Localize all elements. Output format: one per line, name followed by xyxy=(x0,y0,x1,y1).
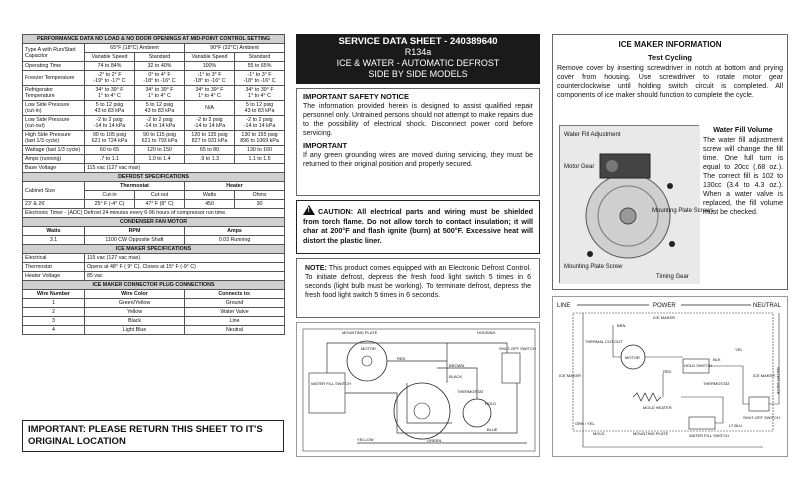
cabinet-size-label: Cabinet Size xyxy=(23,182,85,200)
plug-row xyxy=(23,308,285,317)
gear-hub xyxy=(414,403,430,419)
row-label: Wattage (last 1/3 cycle) xyxy=(23,146,85,155)
base-voltage-value: 115 vac (127 vac max) xyxy=(85,164,285,173)
label-water-fill: Water Fill Adjustment xyxy=(564,132,621,138)
grn-yel-label: GRN / YEL xyxy=(575,421,595,426)
row-value: -1° to 3° F -18° to -16° C xyxy=(235,71,285,86)
defrost-cell: 30 xyxy=(235,200,285,209)
row-value: .9 to 1.3 xyxy=(185,155,235,164)
power-label: POWER xyxy=(653,303,676,309)
defrost-cell: 23' & 26' xyxy=(23,200,85,209)
service-title: SERVICE DATA SHEET - 240389640 xyxy=(338,36,498,47)
row-value: 120 to 150 xyxy=(135,146,185,155)
motor-shaft xyxy=(362,356,372,366)
screw-shape xyxy=(669,241,675,247)
mounting-plate-label: MOUNTING PLATE xyxy=(633,431,669,436)
wire-label-yellow: YELLOW xyxy=(357,437,374,442)
row-value: 130 to 160 xyxy=(235,146,285,155)
neutral-label: NEUTRAL xyxy=(753,303,782,309)
wire-label-green: GREEN xyxy=(427,438,442,443)
wfv-text: The water fill adjustment screw will change the fill time. One full turn is equal to 20cc (.68 oz.). The correct fill is 102 to 130cc (3.4 to 4.3 oz.). When a water valve is replaced, the fill volume must be checked. xyxy=(703,137,783,216)
warning-icon: ! xyxy=(303,205,315,215)
performance-title: PERFORMANCE DATA NO LOAD & NO DOOR OPENINGS AT MID-POINT CONTROL SETTING xyxy=(23,35,285,44)
housing-label: HOUSING xyxy=(477,330,496,335)
plug-cell: 2 xyxy=(23,308,85,317)
row-value: 0° to 4° F -18° to -16° C xyxy=(135,71,185,86)
defrost-cell: 25° F (-4° C) xyxy=(85,200,135,209)
thermostat-label: THERMOSTAT xyxy=(703,381,730,386)
plug-cell: Black xyxy=(85,317,185,326)
mounting-plate-label: MOUNTING PLATE xyxy=(342,330,378,335)
plug-cell: Green/Yellow xyxy=(85,299,185,308)
performance-row xyxy=(23,131,285,146)
spec-value: Opens at 48° F ( 9° C), Closes at 15° F (-9° C) xyxy=(85,263,285,272)
motor-label: MOTOR xyxy=(361,346,376,351)
performance-table xyxy=(22,34,285,335)
ohms-header: Ohms xyxy=(235,191,285,200)
plug-cell: Neutral xyxy=(185,326,285,335)
motor-gear-shape xyxy=(606,160,618,172)
row-value: 74 to 84% xyxy=(85,62,135,71)
red-label: RED xyxy=(663,369,672,374)
mold-heater-label: MOLD HEATER xyxy=(643,405,672,410)
plug-cell: Water Valve xyxy=(185,308,285,317)
test-cycling-text: Remove cover by inserting screwdriver in notch at bottom and prying cover from housing. Use screwdriver to rotate motor gear counterclockwise until holding switch circuit is completed. All components of ice maker should function to complete the cycle. xyxy=(557,65,783,99)
safety-title: IMPORTANT SAFETY NOTICE xyxy=(303,92,409,101)
row-value: 55 to 65% xyxy=(235,62,285,71)
row-value: 1.0 to 1.4 xyxy=(135,155,185,164)
label-mounting-plate-screws: Mounting Plate Screws xyxy=(652,208,714,214)
important-title: IMPORTANT xyxy=(303,141,348,150)
note-text: This product comes equipped with an Electronic Defrost Control. To initiate defrost, depress the fresh food light switch 5 times in 6 seconds (light bulb must be working). To terminate defrost, depress the fresh food light switch 5 times in 6 seconds. xyxy=(305,265,531,299)
row-value: 34° to 39° F 1° to 4° C xyxy=(235,86,285,101)
row-value: -1° to 3° F -18° to -16° C xyxy=(185,71,235,86)
type-label: Type A with Run/Start Capacitor xyxy=(23,44,85,62)
defrost-title: DEFROST SPECIFICATIONS xyxy=(23,173,285,182)
row-value: 5 to 12 psig 43 to 83 kPa xyxy=(85,101,135,116)
condenser-header: Watts xyxy=(23,227,85,236)
shutoff-switch-box xyxy=(502,353,520,383)
ice-maker-info-panel xyxy=(552,34,788,290)
thermostat-header: Thermostat xyxy=(85,182,185,191)
row-label: High Side Pressure (last 1/3 cycle) xyxy=(23,131,85,146)
thermal-cutout-label: THERMAL CUT-OUT xyxy=(585,339,623,344)
ice-maker-side-label: ICE MAKER xyxy=(559,373,582,378)
test-cycling-title: Test Cycling xyxy=(647,53,693,62)
ice-maker-side-label-2: ICE MAKER xyxy=(753,373,776,378)
ice-info-title: ICE MAKER INFORMATION xyxy=(618,40,722,49)
plug-cell: 1 xyxy=(23,299,85,308)
screw-shape xyxy=(587,251,593,257)
sub-header: Standard xyxy=(235,53,285,62)
heater-header: Heater xyxy=(185,182,285,191)
wire-label-black: BLACK xyxy=(449,374,463,379)
line-label: LINE xyxy=(557,303,571,309)
plug-cell: 4 xyxy=(23,326,85,335)
defrost-cell: 450 xyxy=(185,200,235,209)
performance-row xyxy=(23,71,285,86)
spec-label: Thermostat xyxy=(23,263,85,272)
row-value: 1.1 to 1.5 xyxy=(235,155,285,164)
row-value: 100% xyxy=(185,62,235,71)
plug-header: Wire Number xyxy=(23,290,85,299)
ice-maker-label: ICE MAKER xyxy=(653,315,676,320)
plug-cell: Line xyxy=(185,317,285,326)
plug-cell: Yellow xyxy=(85,308,185,317)
row-value: 32 to 40% xyxy=(135,62,185,71)
plug-cell: Light Blue xyxy=(85,326,185,335)
plug-header: Wire Color xyxy=(85,290,185,299)
plug-cell: 3 xyxy=(23,317,85,326)
thermostat-label: THERMOSTAT xyxy=(457,389,484,394)
performance-row xyxy=(23,146,285,155)
row-value: 90 to 105 psig 621 to 724 kPa xyxy=(85,131,135,146)
ice-maker-schematic xyxy=(552,296,788,457)
row-value: -2 to 2 psig -14 to 14 kPa xyxy=(235,116,285,131)
motor-label: MOTOR xyxy=(625,355,640,360)
spec-label: Heater Voltage xyxy=(23,272,85,281)
base-voltage-label: Base Voltage xyxy=(23,164,85,173)
watts-header: Watts xyxy=(185,191,235,200)
yel-label: YEL xyxy=(735,347,743,352)
row-label: Freezer Temperature xyxy=(23,71,85,86)
timing-gear-circle xyxy=(394,383,450,439)
ice-maker-specs-title: ICE MAKER SPECIFICATIONS xyxy=(23,245,285,254)
ice-maker-wiring-diagram xyxy=(296,322,540,457)
row-value: 34° to 39° F 1° to 4° C xyxy=(85,86,135,101)
condenser-header: Amps xyxy=(185,227,285,236)
schematic-svg xyxy=(553,297,789,458)
shutoff-switch-label: SHUT-OFF SWITCH xyxy=(743,415,780,420)
plug-cell: Ground xyxy=(185,299,285,308)
note-box xyxy=(296,258,540,318)
shutoff-switch-box xyxy=(749,397,769,411)
row-label: Low Side Pressure (cut-in) xyxy=(23,101,85,116)
return-notice: IMPORTANT: PLEASE RETURN THIS SHEET TO IT'S ORIGINAL LOCATION xyxy=(22,420,284,452)
plug-row xyxy=(23,299,285,308)
row-value: 60 to 65 xyxy=(85,146,135,155)
sub-header: Variable Speed xyxy=(185,53,235,62)
row-value: 130 to 155 psig 896 to 1069 kPa xyxy=(235,131,285,146)
service-header xyxy=(296,34,540,84)
performance-row xyxy=(23,116,285,131)
condenser-cell: 0.03 Running xyxy=(185,236,285,245)
water-valve-label: WATER VALVE xyxy=(776,367,781,395)
header-line2: ICE & WATER - AUTOMATIC DEFROST xyxy=(336,58,500,68)
safety-notice xyxy=(296,88,540,196)
header-line3: SIDE BY SIDE MODELS xyxy=(368,69,468,79)
defrost-cell: 47° F (8° C) xyxy=(135,200,185,209)
ice-maker-illustration xyxy=(560,126,714,284)
condenser-header: RPM xyxy=(85,227,185,236)
note-label: NOTE: xyxy=(305,265,327,272)
sub-header: Standard xyxy=(135,53,185,62)
important-text: If any green grounding wires are moved during servicing, they must be returned to their original position and properly secured. xyxy=(303,152,533,168)
wfv-title: Water Fill Volume xyxy=(713,125,773,134)
row-value: 65 to 80 xyxy=(185,146,235,155)
screw-shape xyxy=(667,183,673,189)
schematic-wires xyxy=(583,313,779,447)
row-value: N/A xyxy=(185,101,235,116)
performance-row xyxy=(23,155,285,164)
ice-maker-photo xyxy=(559,125,714,283)
plug-row xyxy=(23,326,285,335)
brn-label: BRN xyxy=(617,323,626,328)
blk-label: BLK xyxy=(713,357,721,362)
row-value: 5 to 12 psig 43 to 83 kPa xyxy=(135,101,185,116)
row-value: -2 to 2 psig -14 to 14 kPa xyxy=(135,116,185,131)
row-value: 90 to 115 psig 621 to 793 kPa xyxy=(135,131,185,146)
label-mounting-plate-screw: Mounting Plate Screw xyxy=(564,264,623,270)
row-value: -2° to 2° F -19° to -17° C xyxy=(85,71,135,86)
cutout-header: Cut-out xyxy=(135,191,185,200)
row-value: .7 to 1.1 xyxy=(85,155,135,164)
ambient-90: 90°F (32°C) Ambient xyxy=(185,44,285,53)
sub-header: Variable Speed xyxy=(85,53,135,62)
label-timing-gear: Timing Gear xyxy=(656,274,689,280)
water-fill-switch-label: WATER FILL SWITCH xyxy=(689,433,729,438)
condenser-cell: 3.1 xyxy=(23,236,85,245)
performance-row xyxy=(23,101,285,116)
row-label: Low Side Pressure (cut-out) xyxy=(23,116,85,131)
row-value: 34° to 39° F 1° to 4° C xyxy=(135,86,185,101)
safety-text: The information provided herein is designed to assist qualified repair personnel only. Untrained persons should not attempt to make repairs due to the possibility of electrical shock. Disconnect power cord before servicing. xyxy=(303,103,533,137)
heater-symbol xyxy=(633,393,661,401)
cutin-header: Cut-in xyxy=(85,191,135,200)
row-label: Refrigerator Temperature xyxy=(23,86,85,101)
caution-text: CAUTION: All electrical parts and wiring must be shielded from torch flame. Do not allow torch to contact insulation; it will char at 200°F and flash ignite (burn) at 500°F. Excessive heat will distort the plastic liner. xyxy=(303,207,533,245)
label-motor-gear: Motor Gear xyxy=(564,164,595,170)
row-value: 120 to 135 psig 827 to 931 kPa xyxy=(185,131,235,146)
timer-note: Electronic Timer - (ADC) Defrost 24 minutes every 6-96 hours of compressor run time. xyxy=(23,209,285,218)
water-fill-switch-label: WATER FILL SWITCH xyxy=(311,381,351,386)
water-fill-volume xyxy=(703,125,783,217)
specifications-panel xyxy=(22,34,284,335)
refrigerant: R134a xyxy=(404,47,432,57)
spec-value: 115 vac (127 vac max) xyxy=(85,254,285,263)
condenser-cell: 1100 CW Opposite Shaft xyxy=(85,236,185,245)
lt-blu-label: LT BLU xyxy=(729,423,743,428)
performance-row xyxy=(23,86,285,101)
gear-center xyxy=(620,208,636,224)
water-fill-switch-box xyxy=(689,417,715,429)
row-value: -2 to 2 psig -14 to 14 kPa xyxy=(185,116,235,131)
wire-label-red: RED xyxy=(397,356,406,361)
plug-row xyxy=(23,317,285,326)
caution-box xyxy=(296,200,540,254)
row-value: -2 to 2 psig -14 to 14 kPa xyxy=(85,116,135,131)
shutoff-label: SHUT-OFF SWITCH xyxy=(499,346,536,351)
wire-label-blue: BLUE xyxy=(487,427,498,432)
mold-label: MOLD xyxy=(593,431,605,436)
performance-row xyxy=(23,62,285,71)
row-label: Amps (running) xyxy=(23,155,85,164)
wire-label-brown: BROWN xyxy=(449,363,465,368)
row-value: 5 to 12 psig 43 to 83 kPa xyxy=(235,101,285,116)
row-label: Operating Time xyxy=(23,62,85,71)
plug-title: ICE MAKER CONNECTOR PLUG CONNECTIONS xyxy=(23,281,285,290)
spec-value: 85 vac xyxy=(85,272,285,281)
hold-switch-label: HOLD SWITCH xyxy=(684,363,712,368)
ambient-65: 65°F (18°C) Ambient xyxy=(85,44,185,53)
hold-label: HOLD xyxy=(485,401,497,406)
condenser-title: CONDENSER FAN MOTOR xyxy=(23,218,285,227)
wire-paths-2 xyxy=(407,368,477,423)
row-value: 34° to 39° F 1° to 4° C xyxy=(185,86,235,101)
water-fill-switch-box xyxy=(309,373,345,413)
plug-header: Connects to: xyxy=(185,290,285,299)
wiring-diagram-svg xyxy=(297,323,541,458)
spec-label: Electrical xyxy=(23,254,85,263)
